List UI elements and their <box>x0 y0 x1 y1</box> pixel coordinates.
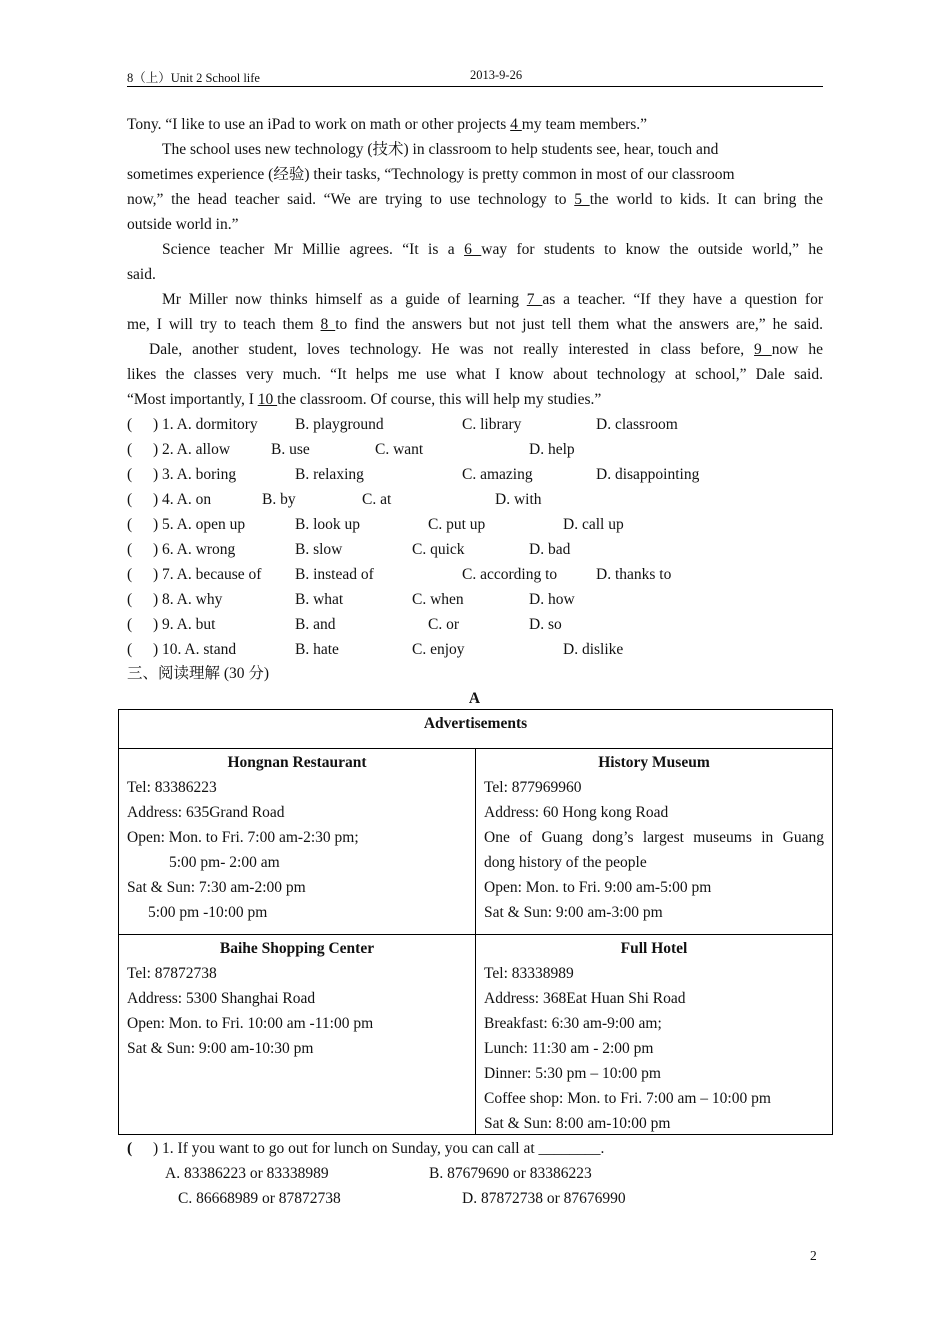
option-c: C. want <box>375 441 424 458</box>
option-d: D. with <box>495 491 542 508</box>
ad-description: One of Guang dong’s largest museums in Guang <box>484 829 824 846</box>
header-unit: 8（上）Unit 2 School life <box>127 71 260 85</box>
ad-address: Address: 368Eat Huan Shi Road <box>484 990 686 1007</box>
answer-paren[interactable]: ( <box>127 491 133 508</box>
passage-line: likes the classes very much. “It helps me use what I know about technology at school,” Dale said. <box>127 366 823 383</box>
option-c: C. enjoy <box>412 641 465 658</box>
option-b: B. relaxing <box>295 466 364 483</box>
option-c: C. or <box>428 616 459 633</box>
option-a: ) 3. A. boring <box>153 466 237 483</box>
option-b: B. what <box>295 591 344 608</box>
ad-title: History Museum <box>598 754 710 771</box>
answer-paren[interactable]: ( <box>127 516 133 533</box>
option-b: B. look up <box>295 516 361 533</box>
option-b: B. and <box>295 616 336 633</box>
option-b: B. use <box>271 441 310 458</box>
question-row <box>127 437 823 462</box>
question-row <box>127 462 823 487</box>
answer-paren[interactable]: ( <box>127 1140 133 1157</box>
ad-full-hotel <box>484 936 824 1136</box>
reading-question <box>127 1136 823 1161</box>
question-row <box>127 612 823 637</box>
question-row <box>127 587 823 612</box>
option-a: ) 10. A. stand <box>153 641 237 658</box>
ad-coffee-shop: Coffee shop: Mon. to Fri. 7:00 am – 10:00 pm <box>484 1090 771 1107</box>
option-b: B. by <box>262 491 296 508</box>
ad-weekend: Sat & Sun: 9:00 am-3:00 pm <box>484 904 663 921</box>
option-a: ) 7. A. because of <box>153 566 262 583</box>
option-a: ) 9. A. but <box>153 616 216 633</box>
option-a: ) 5. A. open up <box>153 516 246 533</box>
ads-title: Advertisements <box>423 715 528 732</box>
blank-8: 8 <box>320 316 336 333</box>
ad-breakfast: Breakfast: 6:30 am-9:00 am; <box>484 1015 662 1032</box>
answer-paren[interactable]: ( <box>127 566 133 583</box>
ad-open: 5:00 pm- 2:00 am <box>169 854 280 871</box>
ad-baihe-shopping-center <box>127 936 467 1061</box>
option-d: D. so <box>529 616 562 633</box>
option-d: D. call up <box>563 516 624 533</box>
option-b: B. instead of <box>295 566 374 583</box>
passage-line: Science teacher Mr Millie agrees. “It is a 6 way for students to know the outside world,” he <box>162 241 823 258</box>
option-c: C. put up <box>428 516 486 533</box>
option-c: C. according to <box>462 566 558 583</box>
ad-tel: Tel: 87872738 <box>127 965 217 982</box>
blank-4: 4 <box>510 116 522 133</box>
question-row <box>127 512 823 537</box>
passage-line: said. <box>127 266 156 283</box>
question-text: ) 1. If you want to go out for lunch on Sunday, you can call at ________. <box>153 1140 605 1157</box>
header-date: 2013-9-26 <box>470 68 523 82</box>
answer-paren[interactable]: ( <box>127 641 133 658</box>
answer-paren[interactable]: ( <box>127 541 133 558</box>
option-c: C. quick <box>412 541 465 558</box>
option-d: D. help <box>529 441 575 458</box>
option-d: D. classroom <box>596 416 678 433</box>
option-d: D. thanks to <box>596 566 672 583</box>
ad-address: Address: 635Grand Road <box>127 804 285 821</box>
passage-line: now,” the head teacher said. “We are trying to use technology to 5 the world to kids. It can bring the <box>127 191 824 208</box>
option-c: C. amazing <box>462 466 533 483</box>
option-a: ) 1. A. dormitory <box>153 416 258 433</box>
blank-5: 5 <box>574 191 590 208</box>
blank-6: 6 <box>464 241 482 258</box>
ad-title: Full Hotel <box>620 940 688 957</box>
option-d: D. how <box>529 591 575 608</box>
answer-paren[interactable]: ( <box>127 466 133 483</box>
advertisements-table <box>118 709 833 1135</box>
option-d: D. dislike <box>563 641 624 658</box>
passage-line: Mr Miller now thinks himself as a guide of learning 7 as a teacher. “If they have a question for <box>162 291 823 308</box>
option-c: C. library <box>462 416 522 433</box>
ad-history-museum <box>484 750 824 925</box>
option-d: D. 87872738 or 87676990 <box>462 1190 626 1207</box>
question-row <box>127 537 823 562</box>
option-d: D. disappointing <box>596 466 700 483</box>
option-a: A. 83386223 or 83338989 <box>165 1165 329 1182</box>
ad-dinner: Dinner: 5:30 pm – 10:00 pm <box>484 1065 661 1082</box>
question-row <box>127 487 823 512</box>
option-a: ) 6. A. wrong <box>153 541 236 558</box>
option-b: B. hate <box>295 641 339 658</box>
page-number: 2 <box>810 1248 817 1263</box>
ad-address: Address: 5300 Shanghai Road <box>127 990 316 1007</box>
option-b: B. 87679690 or 83386223 <box>429 1165 592 1182</box>
part-label: A <box>468 690 481 707</box>
passage-line: Dale, another student, loves technology. He was not really interested in class before, 9 now he <box>149 341 823 358</box>
ad-lunch: Lunch: 11:30 am - 2:00 pm <box>484 1040 654 1057</box>
passage-line: The school uses new technology (技术) in classroom to help students see, hear, touch and <box>162 141 719 158</box>
ad-title: Baihe Shopping Center <box>219 940 375 957</box>
question-row <box>127 412 823 437</box>
option-d: D. bad <box>529 541 571 558</box>
passage-line: “Most importantly, I 10 the classroom. Of course, this will help my studies.” <box>127 391 602 408</box>
option-a: ) 4. A. on <box>153 491 212 508</box>
passage-line: outside world in.” <box>127 216 239 233</box>
blank-10: 10 <box>257 391 278 408</box>
answer-paren[interactable]: ( <box>127 416 133 433</box>
ad-title: Hongnan Restaurant <box>227 754 367 771</box>
ad-hongnan-restaurant <box>127 750 467 925</box>
passage-line: Tony. “I like to use an iPad to work on math or other projects 4 my team members.” <box>127 116 648 133</box>
passage-line: me, I will try to teach them 8 to find the answers but not just tell them what the answers are,” he said. <box>127 316 823 333</box>
page-header <box>127 66 823 87</box>
option-c: C. 86668989 or 87872738 <box>178 1190 341 1207</box>
ad-open: Open: Mon. to Fri. 9:00 am-5:00 pm <box>484 879 712 896</box>
option-b: B. playground <box>295 416 384 433</box>
section-heading: 三、阅读理解 (30 分) <box>127 665 270 682</box>
question-row <box>127 562 823 587</box>
ad-weekend: Sat & Sun: 8:00 am-10:00 pm <box>484 1115 671 1132</box>
option-a: ) 8. A. why <box>153 591 223 608</box>
ad-weekend: 5:00 pm -10:00 pm <box>148 904 268 921</box>
blank-9: 9 <box>754 341 772 358</box>
option-b: B. slow <box>295 541 343 558</box>
option-c: C. when <box>412 591 464 608</box>
ad-tel: Tel: 877969960 <box>484 779 582 796</box>
table-divider <box>475 749 476 1134</box>
ad-open: Open: Mon. to Fri. 10:00 am -11:00 pm <box>127 1015 374 1032</box>
ad-open: Open: Mon. to Fri. 7:00 am-2:30 pm; <box>127 829 359 846</box>
ad-tel: Tel: 83338989 <box>484 965 574 982</box>
question-options <box>127 1186 823 1211</box>
answer-paren[interactable]: ( <box>127 591 133 608</box>
blank-7: 7 <box>526 291 543 308</box>
passage-line: sometimes experience (经验) their tasks, “Technology is pretty common in most of our classroom <box>127 166 735 183</box>
answer-paren[interactable]: ( <box>127 441 133 458</box>
option-a: ) 2. A. allow <box>153 441 231 458</box>
ad-description: dong history of the people <box>484 854 647 871</box>
question-row <box>127 637 823 662</box>
question-options <box>127 1161 823 1186</box>
ad-address: Address: 60 Hong kong Road <box>484 804 669 821</box>
option-c: C. at <box>362 491 392 508</box>
ad-tel: Tel: 83386223 <box>127 779 217 796</box>
ad-weekend: Sat & Sun: 7:30 am-2:00 pm <box>127 879 306 896</box>
answer-paren[interactable]: ( <box>127 616 133 633</box>
ad-weekend: Sat & Sun: 9:00 am-10:30 pm <box>127 1040 314 1057</box>
